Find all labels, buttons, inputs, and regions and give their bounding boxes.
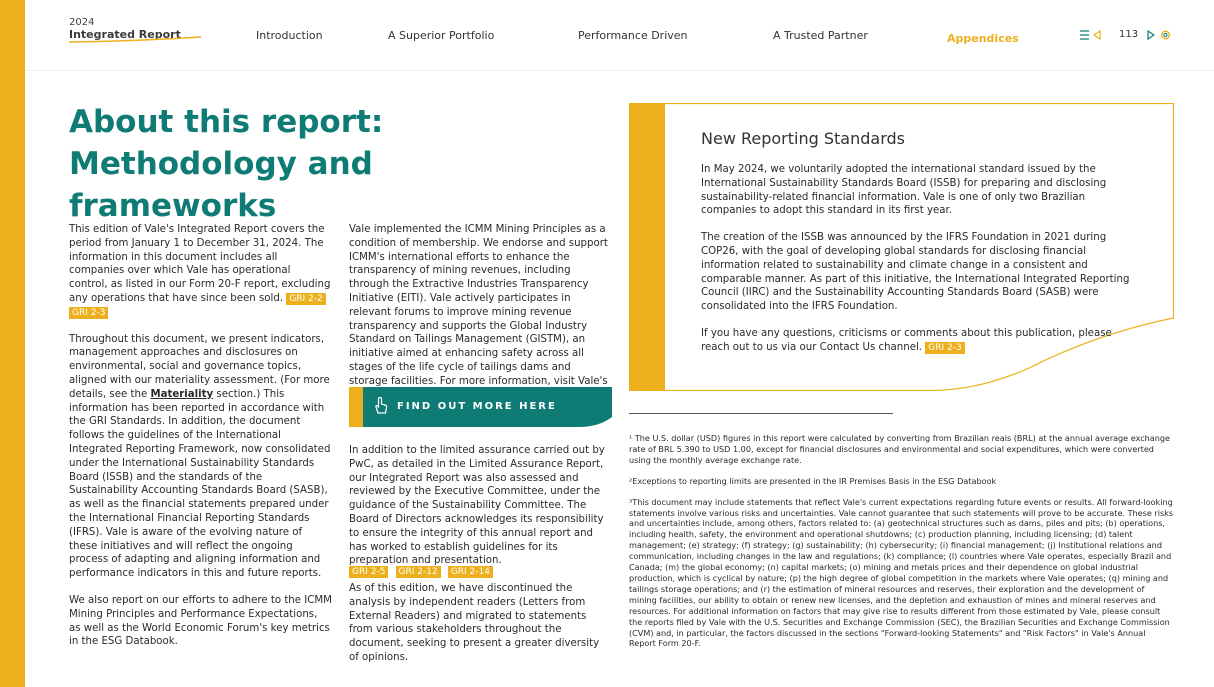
column-2-bottom <box>349 582 612 678</box>
nav-introduction[interactable]: Introduction <box>256 29 323 42</box>
report-logo[interactable] <box>69 17 209 41</box>
gri-tag: GRI 2-5 <box>349 566 388 578</box>
find-out-more-button[interactable] <box>349 387 612 427</box>
find-more-accent <box>349 387 363 427</box>
box-p3-text: If you have any questions, criticisms or comments about this publication, please reach out to us via our Contact Us channel. <box>701 327 1112 353</box>
gri-tag: GRI 2-14 <box>448 566 493 578</box>
footnotes <box>629 433 1174 659</box>
col2-paragraph-3: As of this edition, we have discontinued the analysis by independent readers (Letters from External Readers) and migrated to statements from various stakeholders throughout the document, seeking to present a greater diversity of opinions. <box>349 583 600 663</box>
col1-paragraph-2 <box>69 333 332 581</box>
col1-paragraph-3: We also report on our efforts to adhere to the ICMM Mining Principles and Performance Expectations, as well as the World Economic Forum's key metrics in the ESG Databook. <box>69 594 332 648</box>
footnote-3: ³This document may include statements that reflect Vale's current expectations regarding future events or results. All forward-looking statements involve various risks and uncertainties. Vale cannot guarantee that such statements will prove to be accurate. These risks and uncertainties include, among others, factors related to: (a) geotechnical structures such as dams, piles and pits; (b) operations, including health, safety, the environment and operational shutdowns; (c) production planning, including licensing; (d) talent management; (e) strategy; (f) strategy; (g) sustainability; (h) cybersecurity; (i) financial management; (j) Institutional relations and communication, including changes in the law and regulations; (k) compliance; (l) countries where Vale operates, especially Brazil and Canada; (m) the global economy; (n) capital markets; (o) mining and metals prices and their dependence on global industrial production, which is cyclical by nature; (p) the high degree of global competition in the markets where Vale operates; (q) mining and tailings storage operations; and (r) the estimation of mineral resources and reserves, their exploration and the development of mining facilities, our ability to obtain or renew new licenses, and the depletion and exhaustion of mines and mineral reserves and resources. For additional information on factors that may give rise to results different from those estimated by Vale, please consult the reports filed by Vale with the U.S. Securities and Exchange Commission (SEC), the Brazilian Securities and Exchange Commission (CVM) and, in particular, the factors discussed in the sections "Forward-looking Statements" and "Risk Factors" in Vale's Annual Report Form 20-F. <box>629 496 1174 649</box>
column-1 <box>69 223 332 662</box>
materiality-link[interactable]: Materiality <box>150 388 214 400</box>
col1-paragraph-1 <box>69 223 332 320</box>
menu-icon[interactable] <box>1080 29 1089 41</box>
nav-trusted-partner[interactable]: A Trusted Partner <box>773 29 868 42</box>
col1-p1-text: This edition of Vale's Integrated Report covers the period from January 1 to December 31, 2024. The information in this document includes all companies over which Vale has operational control, as listed in our Form 20-F report, excluding any operations that have since been sold. <box>69 224 331 304</box>
box-paragraph-3 <box>701 327 1141 355</box>
logo-year: 2024 <box>69 17 95 28</box>
box-accent-bar <box>629 103 665 391</box>
gri-tag: GRI 2-12 <box>396 566 441 578</box>
logo-name: Integrated Report <box>69 28 181 41</box>
box-paragraph-2: The creation of the ISSB was announced by the IFRS Foundation in 2021 during COP26, with the goal of developing global standards for disclosing financial information related to sustainability and climate change in a consistent and comparable manner. As part of this initiative, the International Integrated Reporting Council (IIRC) and the Sustainability Accounting Standards Board (SASB) were consolidated into the IFRS Foundation. <box>701 232 1130 313</box>
page-number: 113 <box>1119 29 1139 40</box>
pointer-hand-icon <box>373 396 389 416</box>
nav-performance-driven[interactable]: Performance Driven <box>578 29 688 42</box>
col1-p2-text-b: section.) This information has been reported in accordance with the GRI Standards. In addition, the document follows the guidelines of the International Integrated Reporting Framework, now consolidated under the International Sustainability Standards Board (ISSB) and the standards of the Sustainability Accounting Standards Board (SASB), as well as the financial statements prepared under the International Financial Reporting Standards (IFRS). Vale is aware of the evolving nature of these initiatives and will reflect the ongoing process of adapting and aligning information and performance indicators in this and future reports. <box>69 388 331 580</box>
col2-paragraph-1: Vale implemented the ICMM Mining Principles as a condition of membership. We endorse and support ICMM's international efforts to enhance the transparency of mining revenues, including through the Extractive Industries Transparency Initiative (EITI). Vale actively participates in relevant forums to improve mining revenue transparency and supports the Global Industry Standard on Tailings Management (GISTM), an initiative aimed at enhancing safety across all stages of the life cycle of tailings dams and storage facilities. For more information, visit Vale's <box>349 224 608 387</box>
footnote-1: ¹ The U.S. dollar (USD) figures in this report were calculated by converting from Brazilian reais (BRL) at the annual average exchange rate of BRL 5.390 to USD 1.00, except for financial disclosures and environmental and social expenditures, which were converted using the monthly average exchange rate. <box>629 433 1170 465</box>
gri-tag: GRI 2-3 <box>69 307 108 319</box>
box-title: New Reporting Standards <box>701 129 905 148</box>
logo-swoosh-icon <box>69 36 204 44</box>
gri-tag: GRI 2-3 <box>925 342 964 354</box>
find-more-label: FIND OUT MORE HERE <box>397 401 557 412</box>
col1-p2-text-a: Throughout this document, we present indicators, management approaches and disclosures on environmental, social and governance topics, aligned with our materiality assessment. (For more details, see the <box>69 333 330 400</box>
title-line-2: Methodology and frameworks <box>69 146 373 224</box>
refresh-icon[interactable] <box>1160 29 1171 41</box>
page-title <box>69 101 589 227</box>
nav-superior-portfolio[interactable]: A Superior Portfolio <box>388 29 495 42</box>
col2-paragraph-2: In addition to the limited assurance carried out by PwC, as detailed in the Limited Assurance Report, our Integrated Report was also assessed and reviewed by the Executive Committee, under the guidance of the Sustainability Committee. The Board of Directors acknowledges its responsibility to ensure the integrity of this annual report and has worked to establish guidelines for its preparation and presentation. <box>349 445 605 567</box>
footnote-divider <box>629 413 893 414</box>
prev-page-icon[interactable] <box>1093 29 1101 41</box>
gri-tag: GRI 2-2 <box>286 293 325 305</box>
box-body <box>701 163 1141 368</box>
header <box>25 0 1214 71</box>
left-accent-bar <box>0 0 25 687</box>
box-paragraph-1: In May 2024, we voluntarily adopted the international standard issued by the International Sustainability Standards Board (ISSB) for preparing and disclosing sustainability-related financial information. Vale is one of only two Brazilian companies to adopt this standard in its first year. <box>701 164 1107 217</box>
next-page-icon[interactable] <box>1147 29 1155 41</box>
nav-appendices[interactable]: Appendices <box>947 32 1019 45</box>
col2-gri-tags <box>349 559 495 578</box>
title-line-1: About this report: <box>69 104 384 140</box>
new-reporting-standards-box <box>629 103 1174 391</box>
footnote-2: ²Exceptions to reporting limits are presented in the IR Premises Basis in the ESG Databook <box>629 475 997 486</box>
